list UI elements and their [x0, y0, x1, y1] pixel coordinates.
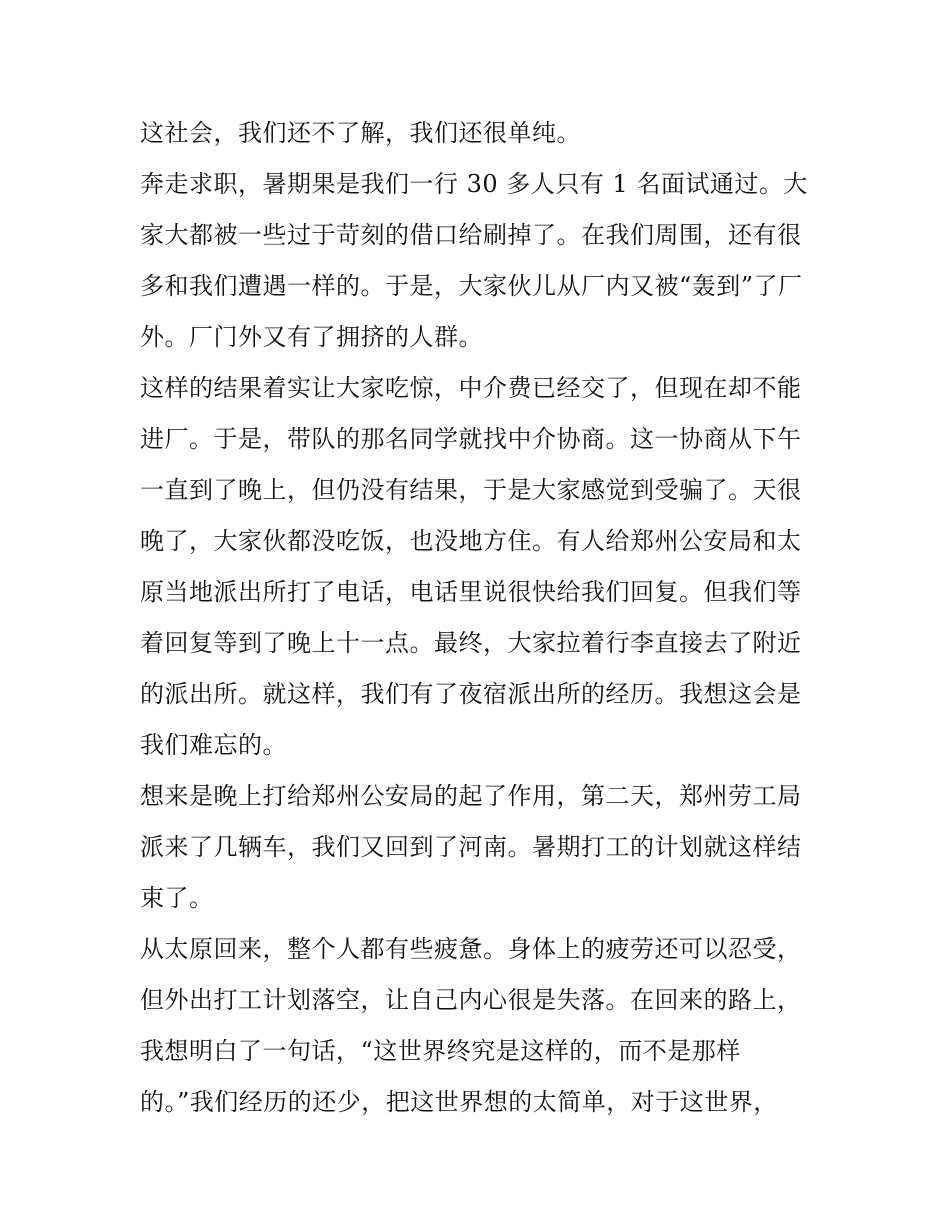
text-line: 的派出所。就这样，我们有了夜宿派出所的经历。我想这会是 [140, 680, 802, 708]
text-line: 奔走求职，暑期果是我们一行 30 多人只有 1 名面试通过。大 [140, 170, 808, 198]
text-line: 原当地派出所打了电话，电话里说很快给我们回复。但我们等 [140, 578, 802, 606]
text-line: 这社会，我们还不了解，我们还很单纯。 [140, 119, 581, 147]
text-line: 着回复等到了晚上十一点。最终，大家拉着行李直接去了附近 [140, 629, 802, 657]
text-line: 我想明白了一句话，“这世界终究是这样的，而不是那样 [140, 1037, 741, 1065]
text-line: 这样的结果着实让大家吃惊，中介费已经交了，但现在却不能 [140, 374, 802, 402]
text-line: 家大都被一些过于苛刻的借口给刷掉了。在我们周围，还有很 [140, 221, 802, 249]
text-line: 从太原回来，整个人都有些疲惫。身体上的疲劳还可以忍受， [140, 935, 802, 963]
text-line: 的。”我们经历的还少，把这世界想的太简单，对于这世界， [140, 1088, 778, 1116]
text-line: 晚了，大家伙都没吃饭，也没地方住。有人给郑州公安局和太 [140, 527, 802, 555]
text-line: 外。厂门外又有了拥挤的人群。 [140, 323, 483, 351]
text-line: 束了。 [140, 884, 214, 912]
text-line: 多和我们遭遇一样的。于是，大家伙儿从厂内又被“轰到”了厂 [140, 272, 803, 300]
text-line: 想来是晚上打给郑州公安局的起了作用，第二天，郑州劳工局 [140, 782, 802, 810]
text-line: 但外出打工计划落空，让自己内心很是失落。在回来的路上， [140, 986, 802, 1014]
text-line: 我们难忘的。 [140, 731, 287, 759]
body-text [140, 108, 820, 1128]
text-line: 进厂。于是，带队的那名同学就找中介协商。这一协商从下午 [140, 425, 802, 453]
text-line: 一直到了晚上，但仍没有结果，于是大家感觉到受骗了。天很 [140, 476, 802, 504]
text-line: 派来了几辆车，我们又回到了河南。暑期打工的计划就这样结 [140, 833, 802, 861]
